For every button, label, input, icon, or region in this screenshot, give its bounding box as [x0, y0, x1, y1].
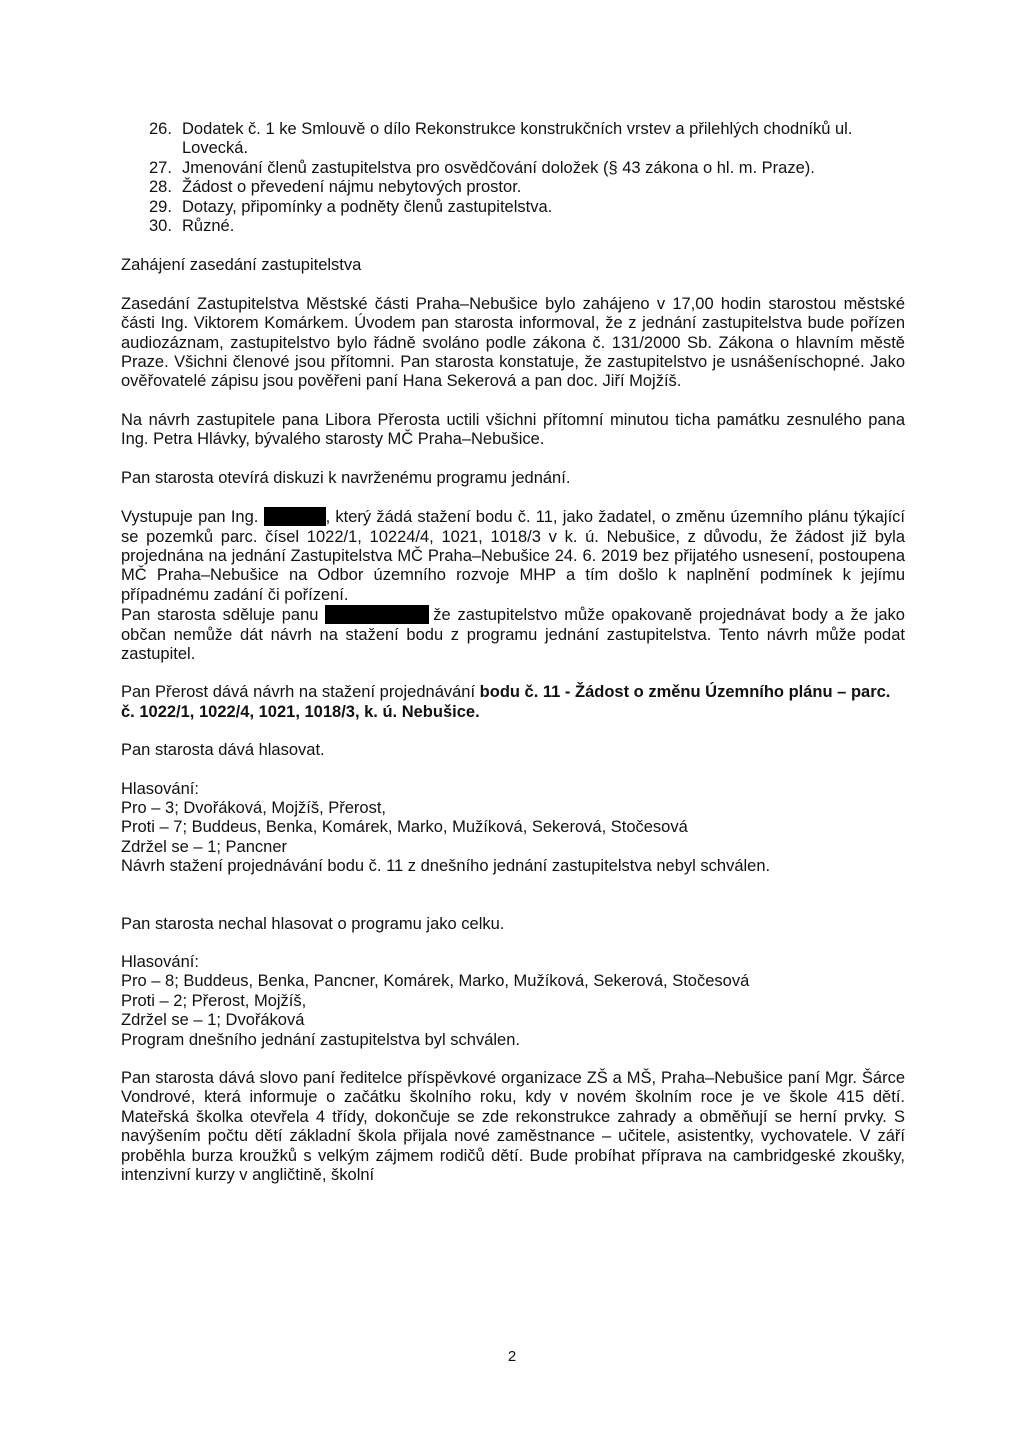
agenda-number: 28.	[149, 178, 172, 197]
agenda-text: Dodatek č. 1 ke Smlouvě o dílo Rekonstrukce konstrukčních vrstev a přilehlých chodníků ul. Lovecká.	[182, 120, 853, 158]
redacted-name-block	[264, 507, 326, 526]
agenda-item	[121, 120, 905, 159]
vote-result: Návrh stažení projednávání bodu č. 11 z dnešního jednání zastupitelstva nebyl schválen.	[121, 857, 771, 876]
agenda-number: 29.	[149, 197, 172, 216]
paragraph-vote-call: Pan starosta dává hlasovat.	[121, 741, 325, 760]
paragraph-discussion: Pan starosta otevírá diskuzi k navrženému programu jednání.	[121, 468, 571, 487]
page-number: 2	[507, 1348, 517, 1365]
vote-line: Hlasování:	[121, 779, 199, 798]
agenda-text: Jmenování členů zastupitelstva pro osvědčování doložek (§ 43 zákona o hl. m. Praze).	[182, 158, 815, 177]
vote-line: Hlasování:	[121, 953, 199, 971]
vote-line: Proti – 7; Buddeus, Benka, Komárek, Marko, Mužíková, Sekerová, Stočesová	[121, 818, 688, 837]
paragraph-mayor-reply	[121, 605, 905, 664]
reply-text-before: Pan starosta sděluje panu	[121, 606, 319, 625]
agenda-list	[121, 120, 905, 236]
vote-line: Proti – 2; Přerost, Mojžíš,	[121, 991, 307, 1010]
document-page	[121, 120, 905, 1204]
vote-block-2	[121, 953, 905, 1050]
vote-line: Zdržel se – 1; Dvořáková	[121, 1011, 305, 1030]
agenda-text: Různé.	[182, 217, 235, 236]
proposal-text: Pan Přerost dává návrh na stažení projednávání	[121, 683, 480, 702]
paragraph-school: Pan starosta dává slovo paní ředitelce příspěvkové organizace ZŠ a MŠ, Praha–Nebušice paní Mgr. Šárce Vondrové, která informuje o začátku školního roku, kdy v novém školním roce je ve škole 415 dětí. Mateřská školka otevřela 4 třídy, dokončuje se zde rekonstrukce zahrady a obměňují se herní prvky. S navýšením počtu dětí základní škola přijala nové zaměstnance – učitele, asistentky, vychovatele. V září proběhla burza kroužků s velkým zájmem rodičů dětí. Bude probíhat příprava na cambridgeské zkoušky, intenzivní kurzy v angličtině, školní	[121, 1069, 905, 1185]
paragraph-program-vote: Pan starosta nechal hlasovat o programu jako celku.	[121, 914, 505, 933]
paragraph-opening: Zasedání Zastupitelstva Městské části Praha–Nebušice bylo zahájeno v 17,00 hodin starostou městské části Ing. Viktorem Komárkem. Úvodem pan starosta informoval, že z jednání zastupitelstva bude pořízen audiozáznam, zastupitelstvo bylo řádně svoláno podle zákona č. 131/2000 Sb. Zákona o hlavním městě Praze. Všichni členové jsou přítomni. Pan starosta konstatuje, že zastupitelstvo je usnášeníschopné. Jako ověřovatelé zápisu jsou pověřeni paní Hana Sekerová a pan doc. Jiří Mojžíš.	[121, 294, 905, 391]
vote-line: Pro – 3; Dvořáková, Mojžíš, Přerost,	[121, 798, 387, 817]
reply-text-after: že zastupitelstvo může opakovaně projednávat body a že jako občan nemůže dát návrh na stažení bodu z programu jednání zastupitelstva. Tento návrh může podat zastupitel.	[121, 606, 905, 663]
vote-line: Zdržel se – 1; Pancner	[121, 837, 287, 856]
paragraph-minute-of-silence: Na návrh zastupitele pana Libora Přerosta uctili všichni přítomní minutou ticha památku zesnulého pana Ing. Petra Hlávky, bývalého starosty MČ Praha–Nebušice.	[121, 410, 905, 449]
agenda-number: 26.	[149, 120, 172, 138]
vote-result: Program dnešního jednání zastupitelstva byl schválen.	[121, 1030, 520, 1049]
paragraph-proposal	[121, 683, 905, 722]
agenda-number: 30.	[149, 217, 172, 236]
speaker-text-before: Vystupuje pan Ing.	[121, 508, 259, 527]
agenda-text: Žádost o převedení nájmu nebytových prostor.	[182, 178, 522, 197]
vote-line: Pro – 8; Buddeus, Benka, Pancner, Komárek, Marko, Mužíková, Sekerová, Stočesová	[121, 972, 750, 991]
agenda-number: 27.	[149, 158, 172, 177]
agenda-item	[121, 217, 905, 236]
section-heading: Zahájení zasedání zastupitelstva	[121, 256, 362, 275]
speaker-text-after: , který žádá stažení bodu č. 11, jako žadatel, o změnu územního plánu týkající se pozemků parc. čísel 1022/1, 10224/4, 1021, 1018/3 v k. ú. Nebušice, z důvodu, že žádost již byla projednána na jednání Zastupitelstva MČ Praha–Nebušice 24. 6. 2019 bez přijatého usnesení, postoupena MČ Praha–Nebušice na Odbor územního rozvoje MHP a tím došlo k naplnění podmínek k jejímu případnému zadání či pořízení.	[121, 508, 905, 604]
paragraph-speaker	[121, 507, 905, 605]
agenda-text: Dotazy, připomínky a podněty členů zastupitelstva.	[182, 197, 553, 216]
agenda-item	[121, 159, 905, 178]
proposal-bold-text: bodu č. 11 - Žádost o změnu Územního plánu – parc. č. 1022/1, 1022/4, 1021, 1018/3, k. ú. Nebušice.	[121, 683, 891, 721]
redacted-name-block	[325, 605, 429, 624]
agenda-item	[121, 198, 905, 217]
agenda-item	[121, 178, 905, 197]
